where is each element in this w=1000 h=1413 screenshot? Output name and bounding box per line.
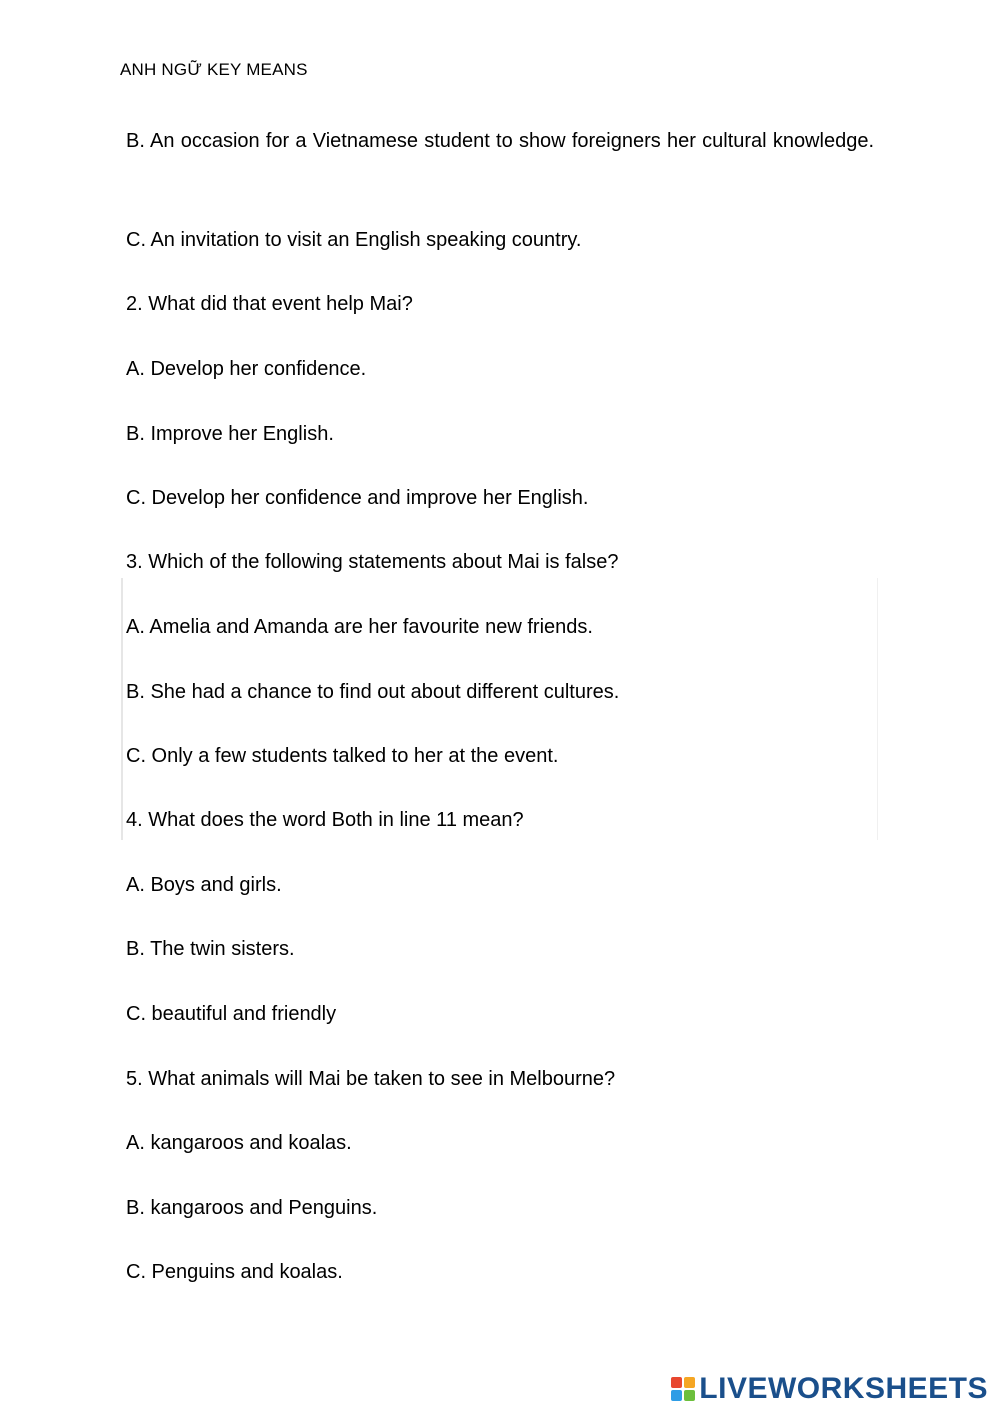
liveworksheets-logo-icon — [671, 1377, 695, 1401]
document-header: ANH NGỮ KEY MEANS — [120, 60, 308, 79]
answer-option-3a: A. Amelia and Amanda are her favourite new friends. — [126, 616, 593, 638]
logo-square-blue — [671, 1390, 682, 1401]
logo-square-orange — [684, 1377, 695, 1388]
answer-option-1b: B. An occasion for a Vietnamese student to show foreigners her cultural knowledge. — [126, 130, 874, 152]
answer-option-5c: C. Penguins and koalas. — [126, 1261, 343, 1283]
answer-option-1c: C. An invitation to visit an English speaking country. — [126, 229, 582, 251]
answer-option-5b: B. kangaroos and Penguins. — [126, 1197, 378, 1219]
answer-option-3b: B. She had a chance to find out about different cultures. — [126, 681, 620, 703]
answer-option-2b: B. Improve her English. — [126, 423, 334, 445]
answer-option-4b: B. The twin sisters. — [126, 938, 295, 960]
answer-option-4a: A. Boys and girls. — [126, 874, 282, 896]
question-5: 5. What animals will Mai be taken to see in Melbourne? — [126, 1068, 616, 1090]
question-3: 3. Which of the following statements about Mai is false? — [126, 551, 619, 573]
answer-option-4c: C. beautiful and friendly — [126, 1003, 337, 1025]
liveworksheets-brand[interactable] — [671, 1372, 988, 1406]
answer-option-3c: C. Only a few students talked to her at the event. — [126, 745, 559, 767]
logo-square-green — [684, 1390, 695, 1401]
question-2: 2. What did that event help Mai? — [126, 293, 413, 315]
answer-option-2a: A. Develop her confidence. — [126, 358, 367, 380]
brand-name: LIVEWORKSHEETS — [699, 1372, 988, 1405]
logo-square-red — [671, 1377, 682, 1388]
answer-option-2c: C. Develop her confidence and improve her English. — [126, 487, 589, 509]
answer-option-5a: A. kangaroos and koalas. — [126, 1132, 352, 1154]
question-4: 4. What does the word Both in line 11 mean? — [126, 809, 524, 831]
